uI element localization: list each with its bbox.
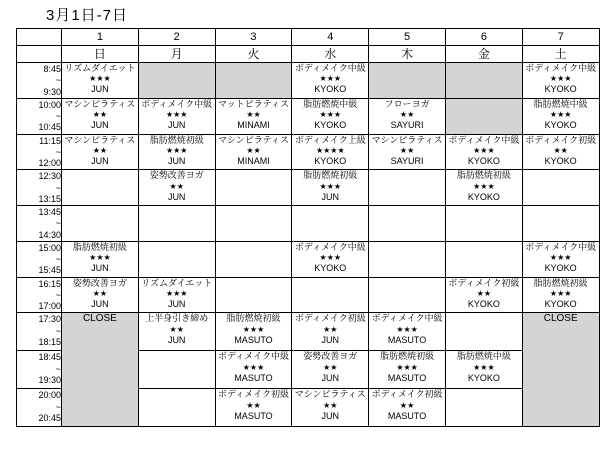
difficulty-stars: ★★★ [165, 288, 188, 298]
unavailable-cell [369, 63, 446, 99]
time-end: 12:00 [38, 158, 61, 168]
difficulty-stars: ★★ [246, 400, 261, 410]
instructor-name: KYOKO [467, 191, 500, 202]
class-name: ボディメイク初級 [525, 134, 597, 145]
difficulty-stars: ★★★ [549, 74, 572, 84]
schedule-row [17, 98, 600, 134]
instructor-name: KYOKO [467, 372, 500, 383]
empty-cell [292, 277, 369, 313]
difficulty-stars: ★★ [92, 110, 108, 119]
class-name: ボディメイク中級 [294, 63, 366, 73]
class-name: マットピラティス [218, 98, 289, 109]
time-slot [17, 170, 62, 206]
header-date-4: 4 [292, 29, 369, 46]
time-slot [17, 351, 62, 389]
empty-cell [138, 351, 215, 389]
time-end: 18:15 [38, 336, 61, 347]
difficulty-stars: ★★ [92, 288, 108, 298]
schedule-row [17, 313, 600, 351]
class-name: ボディメイク中級 [218, 351, 289, 362]
class-cell[interactable] [292, 313, 369, 351]
class-cell[interactable] [522, 241, 599, 277]
time-dash: ~ [55, 111, 61, 121]
class-name: 脂肪燃焼初級 [72, 241, 127, 252]
class-name: マシンピラティス [64, 134, 136, 145]
class-name: 脂肪燃焼初級 [226, 313, 281, 324]
class-cell[interactable] [369, 351, 446, 389]
time-slot [17, 63, 62, 99]
time-start: 15:00 [38, 242, 61, 253]
time-end: 14:30 [38, 229, 61, 240]
header-date-2: 2 [138, 29, 215, 46]
empty-cell [62, 206, 139, 242]
class-name: ボディメイク中級 [525, 241, 597, 252]
header-day-thu: 木 [369, 46, 446, 63]
header-date-7: 7 [522, 29, 599, 46]
class-cell[interactable] [138, 170, 215, 206]
time-end: 10:45 [38, 122, 61, 133]
difficulty-stars: ★★ [323, 362, 338, 372]
class-name: ボディメイク中級 [371, 313, 443, 324]
class-name: ボディメイク中級 [141, 98, 213, 109]
class-name: マシンピラティス [371, 134, 443, 145]
time-start: 17:30 [38, 314, 61, 325]
class-name: 脂肪燃焼初級 [533, 277, 588, 288]
empty-cell [445, 389, 522, 427]
time-start: 11:15 [39, 135, 61, 146]
class-name: ボディメイク中級 [448, 134, 520, 145]
time-dash: ~ [55, 363, 61, 374]
instructor-name: MASUTO [387, 410, 427, 421]
difficulty-stars: ★★★ [549, 110, 572, 119]
class-cell[interactable] [215, 313, 292, 351]
instructor-name: JUN [167, 191, 186, 202]
instructor-name: JUN [91, 84, 109, 95]
difficulty-stars: ★★★ [396, 362, 418, 372]
instructor-name: KYOKO [544, 120, 577, 130]
empty-cell [138, 241, 215, 277]
instructor-name: JUN [167, 298, 186, 309]
header-row-numbers [17, 29, 600, 46]
difficulty-stars: ★★★ [396, 324, 418, 334]
class-name: ボディメイク初級 [371, 389, 443, 400]
instructor-name: JUN [167, 120, 186, 130]
empty-cell [215, 277, 292, 313]
class-cell[interactable] [138, 98, 215, 134]
schedule-row [17, 241, 600, 277]
unavailable-cell [138, 63, 215, 99]
class-cell[interactable] [215, 98, 292, 134]
class-cell[interactable] [62, 241, 139, 277]
instructor-name: JUN [167, 155, 186, 166]
time-slot [17, 277, 62, 313]
class-cell[interactable] [292, 98, 369, 134]
empty-cell [215, 170, 292, 206]
class-name: マシンピラティス [64, 98, 136, 109]
class-cell[interactable] [445, 170, 522, 206]
class-name: 上半身引き締め [145, 313, 209, 324]
class-name: リズムダイエット [141, 277, 213, 288]
time-end: 9:30 [43, 86, 61, 97]
class-cell[interactable] [522, 134, 599, 170]
header-date-3: 3 [215, 29, 292, 46]
class-name: 姿勢改善ヨガ [72, 277, 127, 288]
difficulty-stars: ★★ [323, 324, 338, 334]
class-cell[interactable] [138, 313, 215, 351]
header-day-fri: 金 [445, 46, 522, 63]
time-slot [17, 206, 62, 242]
time-end: 13:15 [38, 193, 61, 204]
header-date-5: 5 [369, 29, 446, 46]
time-dash: ~ [55, 75, 61, 86]
time-slot [17, 98, 62, 134]
difficulty-stars: ★★★ [319, 74, 342, 84]
header-date-6: 6 [445, 29, 522, 46]
class-cell[interactable] [522, 277, 599, 313]
instructor-name: MASUTO [234, 410, 273, 421]
instructor-name: MASUTO [387, 372, 427, 383]
class-name: ボディメイク初級 [448, 277, 520, 288]
class-name: フローヨガ [384, 98, 430, 109]
class-name: マシンピラティス [294, 389, 366, 400]
empty-cell [138, 389, 215, 427]
empty-cell [522, 170, 599, 206]
instructor-name: JUN [91, 120, 109, 130]
instructor-name: KYOKO [314, 84, 347, 95]
difficulty-stars: ★★★ [549, 288, 572, 298]
difficulty-stars: ★★★ [473, 181, 495, 191]
time-start: 12:30 [38, 171, 61, 182]
unavailable-cell [445, 98, 522, 134]
difficulty-stars: ★★ [553, 145, 568, 155]
class-cell[interactable] [215, 134, 292, 170]
difficulty-stars: ★★★ [549, 253, 572, 262]
empty-cell [445, 313, 522, 351]
instructor-name: SAYURI [390, 120, 424, 130]
time-start: 16:15 [38, 278, 61, 289]
empty-cell [445, 241, 522, 277]
difficulty-stars: ★★★ [473, 362, 495, 372]
time-start: 20:00 [38, 390, 61, 401]
class-cell[interactable] [522, 63, 599, 99]
difficulty-stars: ★★★ [89, 74, 111, 84]
class-name: ボディメイク中級 [525, 63, 597, 73]
schedule-row [17, 170, 600, 206]
instructor-name: JUN [91, 263, 109, 273]
difficulty-stars: ★★★ [242, 324, 265, 334]
difficulty-stars: ★★ [399, 145, 415, 155]
empty-cell [369, 170, 446, 206]
time-end: 15:45 [38, 265, 61, 276]
class-name: ボディメイク中級 [294, 241, 366, 252]
time-dash: ~ [55, 401, 61, 412]
class-cell[interactable] [445, 351, 522, 389]
instructor-name: JUN [91, 155, 109, 166]
class-cell[interactable] [369, 313, 446, 351]
time-start: 18:45 [38, 352, 61, 363]
difficulty-stars: ★★ [476, 288, 492, 298]
difficulty-stars: ★★★ [89, 253, 111, 262]
difficulty-stars: ★★★ [165, 145, 188, 155]
header-day-sat: 土 [522, 46, 599, 63]
instructor-name: KYOKO [314, 120, 347, 130]
instructor-name: KYOKO [314, 263, 347, 273]
instructor-name: JUN [321, 372, 340, 383]
header-day-sun: 日 [62, 46, 139, 63]
time-dash: ~ [55, 325, 61, 336]
difficulty-stars: ★★★ [319, 253, 342, 262]
time-start: 10:00 [38, 99, 61, 110]
empty-cell [292, 206, 369, 242]
time-slot [17, 313, 62, 351]
header-date-1: 1 [62, 29, 139, 46]
class-name: ボディメイク初級 [294, 313, 366, 324]
time-end: 20:45 [38, 412, 61, 423]
empty-cell [369, 277, 446, 313]
class-cell[interactable] [62, 277, 139, 313]
class-cell[interactable] [292, 170, 369, 206]
difficulty-stars: ★★ [92, 145, 108, 155]
instructor-name: MASUTO [234, 372, 273, 383]
class-cell[interactable] [62, 98, 139, 134]
instructor-name: MASUTO [234, 334, 273, 345]
instructor-name: KYOKO [467, 298, 500, 309]
class-cell[interactable] [215, 389, 292, 427]
difficulty-stars: ★★ [169, 324, 184, 334]
empty-cell [138, 206, 215, 242]
time-end: 17:00 [38, 301, 61, 311]
class-cell[interactable] [369, 389, 446, 427]
time-slot [17, 389, 62, 427]
class-cell[interactable] [292, 134, 369, 170]
class-name: 脂肪燃焼中級 [456, 351, 511, 362]
time-dash: ~ [55, 146, 61, 157]
schedule-row [17, 206, 600, 242]
empty-cell [369, 241, 446, 277]
class-cell[interactable] [445, 277, 522, 313]
difficulty-stars: ★★★ [319, 110, 342, 119]
empty-cell [522, 206, 599, 242]
class-cell[interactable] [215, 351, 292, 389]
difficulty-stars: ★★★★ [315, 145, 345, 155]
time-slot [17, 241, 62, 277]
instructor-name: SAYURI [390, 155, 424, 166]
time-dash: ~ [55, 182, 61, 193]
instructor-name: KYOKO [544, 298, 577, 309]
instructor-name: KYOKO [544, 84, 577, 95]
instructor-name: MINAMI [237, 120, 270, 130]
class-name: ボディメイク初級 [218, 389, 289, 400]
instructor-name: KYOKO [467, 155, 500, 166]
header-day-mon: 月 [138, 46, 215, 63]
header-day-wed: 水 [292, 46, 369, 63]
difficulty-stars: ★★ [399, 110, 415, 119]
difficulty-stars: ★★ [169, 181, 184, 191]
header-day-tue: 火 [215, 46, 292, 63]
instructor-name: MASUTO [387, 334, 427, 345]
schedule-table [16, 28, 600, 427]
header-corner [17, 29, 62, 46]
empty-cell [369, 206, 446, 242]
schedule-row [17, 63, 600, 99]
schedule-row [17, 277, 600, 313]
page-title: 3月1日-7日 [46, 7, 129, 24]
class-cell[interactable] [369, 98, 446, 134]
schedule-row [17, 134, 600, 170]
difficulty-stars: ★★★ [473, 145, 495, 155]
instructor-name: JUN [321, 334, 340, 345]
empty-cell [445, 206, 522, 242]
class-cell[interactable] [292, 63, 369, 99]
class-cell[interactable] [292, 389, 369, 427]
class-cell[interactable] [62, 63, 139, 99]
schedule-body [17, 63, 600, 427]
class-cell[interactable] [138, 134, 215, 170]
time-start: 13:45 [38, 207, 61, 217]
class-name: マシンピラティス [217, 134, 290, 145]
time-dash: ~ [55, 289, 61, 300]
class-cell[interactable] [138, 277, 215, 313]
difficulty-stars: ★★ [246, 145, 261, 155]
class-name: 脂肪燃焼初級 [380, 351, 435, 362]
class-name: 脂肪燃焼中級 [303, 98, 358, 109]
difficulty-stars: ★★★ [165, 110, 188, 119]
class-name: 姿勢改善ヨガ [149, 170, 204, 181]
class-cell[interactable] [62, 134, 139, 170]
instructor-name: KYOKO [544, 155, 577, 166]
class-cell[interactable] [522, 98, 599, 134]
difficulty-stars: ★★ [399, 400, 415, 410]
class-name: リズムダイエット [64, 63, 136, 73]
difficulty-stars: ★★★ [319, 181, 342, 191]
header-corner-2 [17, 46, 62, 63]
class-name: 姿勢改善ヨガ [303, 351, 358, 362]
class-cell[interactable] [292, 351, 369, 389]
time-start: 8:45 [43, 64, 61, 74]
instructor-name: MINAMI [237, 155, 270, 166]
difficulty-stars: ★★★ [242, 362, 265, 372]
class-cell[interactable] [292, 241, 369, 277]
unavailable-cell [445, 63, 522, 99]
instructor-name: KYOKO [314, 155, 347, 166]
class-name: 脂肪燃焼中級 [533, 98, 588, 109]
instructor-name: JUN [321, 410, 340, 421]
instructor-name: KYOKO [544, 263, 577, 273]
closed-cell: CLOSE [522, 313, 599, 427]
time-dash: ~ [55, 218, 61, 229]
time-slot [17, 134, 62, 170]
class-name: ボディメイク上級 [294, 134, 366, 145]
header-row-days [17, 46, 600, 63]
class-name: 脂肪燃焼初級 [303, 170, 358, 181]
time-end: 19:30 [38, 374, 61, 385]
instructor-name: JUN [321, 191, 340, 202]
class-name: 脂肪燃焼初級 [149, 134, 204, 145]
empty-cell [62, 170, 139, 206]
instructor-name: JUN [167, 334, 186, 345]
closed-cell: CLOSE [62, 313, 139, 427]
empty-cell [215, 241, 292, 277]
time-dash: ~ [55, 254, 61, 264]
unavailable-cell [215, 63, 292, 99]
empty-cell [215, 206, 292, 242]
class-name: 脂肪燃焼初級 [456, 170, 511, 181]
difficulty-stars: ★★ [323, 400, 338, 410]
instructor-name: JUN [91, 298, 109, 309]
class-cell[interactable] [369, 134, 446, 170]
difficulty-stars: ★★ [246, 110, 261, 119]
class-cell[interactable] [445, 134, 522, 170]
